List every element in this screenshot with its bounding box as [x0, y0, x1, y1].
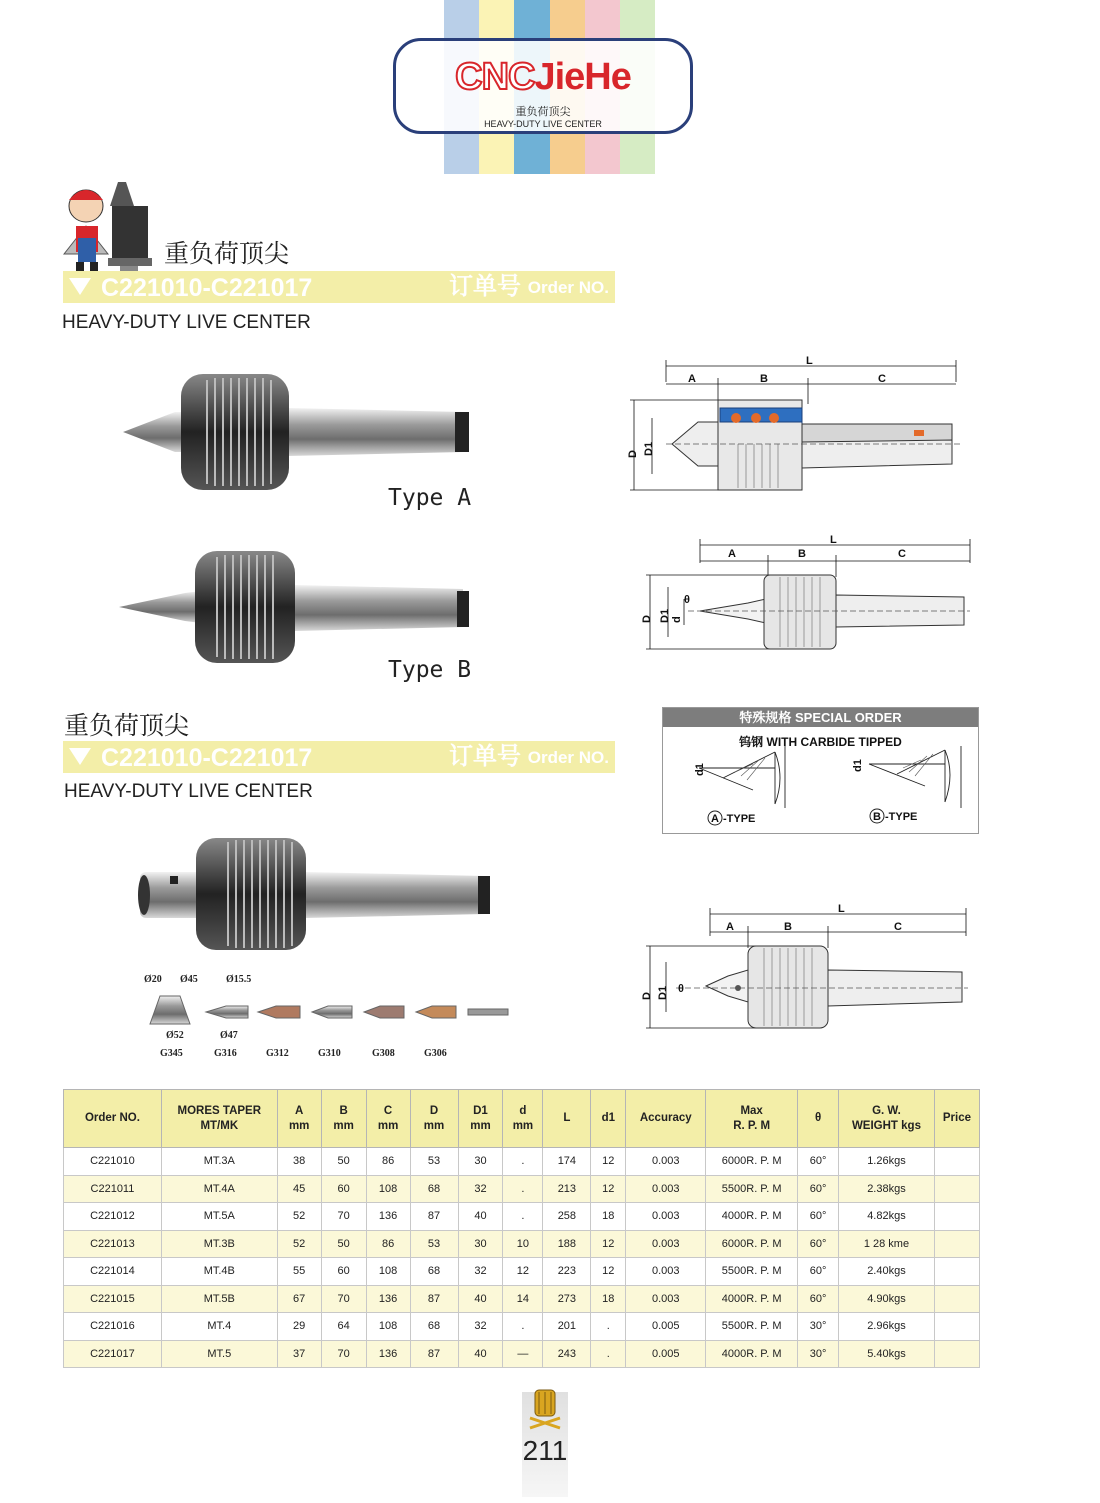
sp-b-d1: d1 — [852, 759, 864, 772]
table-cell: 258 — [543, 1203, 591, 1231]
tip-dim-d20: Ø20 — [144, 974, 162, 985]
table-cell: 136 — [366, 1340, 410, 1368]
header-line-1: MORES TAPER — [177, 1104, 262, 1117]
table-cell: 201 — [543, 1313, 591, 1341]
table-cell: 18 — [591, 1203, 626, 1231]
table-cell: 60° — [798, 1230, 839, 1258]
dim-b-label-c: B — [784, 921, 792, 933]
mascot-illustration — [60, 176, 152, 280]
table-cell: MT.5B — [161, 1285, 277, 1313]
table-cell: 273 — [543, 1285, 591, 1313]
table-row — [64, 1175, 980, 1203]
table-cell: 5500R. P. M — [706, 1258, 798, 1286]
brand-emblem-icon — [528, 1388, 562, 1430]
type-b-dimension-drawing — [640, 533, 972, 653]
spec-table-header — [64, 1090, 980, 1148]
table-cell: 5500R. P. M — [706, 1175, 798, 1203]
dim-d1-label: D1 — [643, 441, 655, 456]
table-cell: 68 — [410, 1258, 458, 1286]
header-subtitle-en: HEAVY-DUTY LIVE CENTER — [484, 119, 602, 129]
dim-b-label: B — [760, 373, 768, 385]
tip-dim-d47: Ø47 — [220, 1030, 238, 1041]
table-cell: C221017 — [64, 1340, 162, 1368]
header-cell — [410, 1090, 458, 1148]
table-cell: MT.4B — [161, 1258, 277, 1286]
dim-c-label: C — [878, 373, 886, 385]
dim-l-label-b: L — [830, 534, 837, 546]
header-cell — [366, 1090, 410, 1148]
table-cell: 87 — [410, 1203, 458, 1231]
table-cell: 12 — [591, 1230, 626, 1258]
table-cell: 86 — [366, 1230, 410, 1258]
section1-order-label-en: Order NO. — [527, 278, 609, 297]
table-cell — [934, 1148, 979, 1176]
table-cell: 12 — [591, 1175, 626, 1203]
sp-a-type: -TYPE — [723, 813, 756, 825]
table-cell — [934, 1340, 979, 1368]
table-cell — [934, 1258, 979, 1286]
table-cell: 60° — [798, 1148, 839, 1176]
table-cell: 29 — [277, 1313, 321, 1341]
spec-table — [63, 1089, 980, 1368]
table-cell: 12 — [591, 1258, 626, 1286]
live-center-type-a-photo — [115, 370, 475, 496]
special-order-box — [662, 707, 979, 834]
header-line-1: D — [429, 1104, 439, 1117]
dim-d-label-c: D — [641, 992, 653, 1000]
table-cell: 53 — [410, 1230, 458, 1258]
table-cell: 0.003 — [626, 1175, 706, 1203]
tip-g316-icon — [206, 1006, 248, 1018]
header-line-2: mm — [333, 1119, 354, 1132]
table-cell: 4.82kgs — [839, 1203, 935, 1231]
section1-title-en: HEAVY-DUTY LIVE CENTER — [62, 312, 311, 333]
table-cell: 5500R. P. M — [706, 1313, 798, 1341]
table-cell: C221010 — [64, 1148, 162, 1176]
table-cell: 60° — [798, 1285, 839, 1313]
header-line-1: Max — [740, 1104, 763, 1117]
header-line-1: G. W. — [872, 1104, 901, 1117]
table-cell: 2.40kgs — [839, 1258, 935, 1286]
table-cell: 108 — [366, 1313, 410, 1341]
table-cell: 40 — [458, 1340, 503, 1368]
header-line-1: Price — [942, 1112, 972, 1124]
table-cell: 136 — [366, 1285, 410, 1313]
brand-logo — [393, 38, 693, 134]
header-cell — [934, 1090, 979, 1148]
table-cell: 108 — [366, 1258, 410, 1286]
table-cell: 45 — [277, 1175, 321, 1203]
table-cell: 174 — [543, 1148, 591, 1176]
table-cell: 14 — [503, 1285, 543, 1313]
table-cell: 0.003 — [626, 1258, 706, 1286]
table-row — [64, 1203, 980, 1231]
page-number: 211 — [522, 1435, 568, 1466]
table-cell: 213 — [543, 1175, 591, 1203]
special-order-subtitle: 钨钢 WITH CARBIDE TIPPED — [739, 735, 902, 749]
table-cell: 52 — [277, 1230, 321, 1258]
table-cell — [934, 1230, 979, 1258]
table-cell — [934, 1313, 979, 1341]
tip-g345-icon — [150, 996, 190, 1024]
header-cell — [277, 1090, 321, 1148]
header-line-1: D1 — [473, 1104, 488, 1117]
triangle-marker-icon-2 — [69, 748, 91, 765]
interchangeable-tips-row — [140, 972, 520, 1062]
table-cell: C221016 — [64, 1313, 162, 1341]
dim-d1-label-b: D1 — [659, 608, 671, 623]
table-cell: 12 — [503, 1258, 543, 1286]
header-line-2: mm — [512, 1119, 534, 1132]
header-line-2: mm — [423, 1119, 445, 1132]
dim-c-label-c: C — [894, 921, 902, 933]
table-cell: 108 — [366, 1175, 410, 1203]
section2-code-range: C221010-C221017 — [101, 744, 313, 772]
dim-a-label-c: A — [726, 921, 734, 933]
table-cell: C221011 — [64, 1175, 162, 1203]
dim-b-label-b: B — [798, 548, 806, 560]
table-cell: 12 — [591, 1148, 626, 1176]
section1-order-bar — [63, 271, 615, 303]
logo-jiehe: JieHe — [534, 56, 631, 98]
table-cell: C221015 — [64, 1285, 162, 1313]
table-row — [64, 1148, 980, 1176]
table-cell: 68 — [410, 1175, 458, 1203]
header-line-1: C — [383, 1104, 393, 1117]
header-cell — [798, 1090, 839, 1148]
table-cell: 32 — [458, 1175, 503, 1203]
logo-wordmark — [396, 57, 690, 97]
table-cell: 60° — [798, 1175, 839, 1203]
dim-d-label-b: D — [641, 615, 653, 623]
table-cell: 55 — [277, 1258, 321, 1286]
header-cell — [626, 1090, 706, 1148]
section2-title-en: HEAVY-DUTY LIVE CENTER — [64, 781, 313, 802]
table-cell: 188 — [543, 1230, 591, 1258]
table-cell: MT.5 — [161, 1340, 277, 1368]
table-cell: 40 — [458, 1285, 503, 1313]
table-cell — [934, 1175, 979, 1203]
table-cell: 70 — [321, 1285, 366, 1313]
dim-theta-label-c: θ — [678, 983, 684, 995]
carbide-tip-sketches — [663, 746, 978, 828]
header-line-2: R. P. M — [733, 1119, 771, 1132]
table-cell: 1.26kgs — [839, 1148, 935, 1176]
type-b-label: Type B — [388, 657, 472, 683]
table-cell: 0.003 — [626, 1230, 706, 1258]
table-cell: 2.96kgs — [839, 1313, 935, 1341]
table-cell: 0.005 — [626, 1313, 706, 1341]
table-cell: 70 — [321, 1203, 366, 1231]
header-cell — [591, 1090, 626, 1148]
dim-a-label: A — [688, 373, 696, 385]
dim-l-label: L — [806, 355, 813, 367]
tip-label-g310: G310 — [318, 1048, 341, 1059]
table-cell — [934, 1203, 979, 1231]
header-line-2: mm — [377, 1119, 399, 1132]
tip-dim-d45: Ø45 — [180, 974, 198, 985]
table-cell: C221013 — [64, 1230, 162, 1258]
table-cell: 60 — [321, 1258, 366, 1286]
tip-g310-icon — [312, 1006, 352, 1018]
header-line-1: d — [519, 1104, 527, 1117]
table-cell: MT.5A — [161, 1203, 277, 1231]
tip-dim-d155: Ø15.5 — [226, 974, 252, 985]
table-cell: 38 — [277, 1148, 321, 1176]
table-cell: . — [591, 1313, 626, 1341]
tip-label-g345: G345 — [160, 1048, 183, 1059]
table-cell: . — [591, 1340, 626, 1368]
table-cell: 30° — [798, 1313, 839, 1341]
table-cell: 0.003 — [626, 1148, 706, 1176]
header-cell — [706, 1090, 798, 1148]
dim-d1-label-c: D1 — [657, 985, 669, 1000]
header-line-2: MT/MK — [200, 1119, 239, 1132]
section2-order-label-en: Order NO. — [527, 748, 609, 767]
triangle-marker-icon — [69, 278, 91, 295]
table-cell: 4000R. P. M — [706, 1340, 798, 1368]
section2-order-label-cn: 订单号 — [449, 742, 521, 770]
tip-dim-d52: Ø52 — [166, 1030, 184, 1041]
type-a-label: Type A — [388, 485, 472, 511]
table-cell: 70 — [321, 1340, 366, 1368]
header-line-2: mm — [470, 1119, 491, 1132]
table-cell: 1 28 kme — [839, 1230, 935, 1258]
header-line-1: θ — [814, 1112, 822, 1124]
type-a-dimension-drawing — [626, 352, 966, 497]
table-cell: 53 — [410, 1148, 458, 1176]
table-row — [64, 1340, 980, 1368]
header-line-1: L — [563, 1112, 571, 1124]
dim-c-label-b: C — [898, 548, 906, 560]
table-cell: 243 — [543, 1340, 591, 1368]
table-cell — [934, 1285, 979, 1313]
sp-b-type: -TYPE — [885, 811, 918, 823]
table-cell: 30 — [458, 1230, 503, 1258]
table-cell: 87 — [410, 1340, 458, 1368]
table-row — [64, 1313, 980, 1341]
special-order-title: 特殊规格 SPECIAL ORDER — [663, 708, 978, 727]
table-cell: 223 — [543, 1258, 591, 1286]
header-cell — [321, 1090, 366, 1148]
table-cell: 60 — [321, 1175, 366, 1203]
table-cell: 50 — [321, 1230, 366, 1258]
tip-label-g308: G308 — [372, 1048, 395, 1059]
header-line-1: Accuracy — [639, 1112, 692, 1124]
table-cell: 40 — [458, 1203, 503, 1231]
logo-cnc: CNC — [455, 56, 535, 98]
tip-label-g316: G316 — [214, 1048, 237, 1059]
tip-label-g312: G312 — [266, 1048, 289, 1059]
table-cell: MT.4 — [161, 1313, 277, 1341]
table-cell: MT.3B — [161, 1230, 277, 1258]
table-cell: 5.40kgs — [839, 1340, 935, 1368]
table-cell: 30° — [798, 1340, 839, 1368]
table-cell: 67 — [277, 1285, 321, 1313]
sp-b-letter: B — [873, 811, 881, 823]
table-cell: 0.005 — [626, 1340, 706, 1368]
live-center-interchangeable-photo — [130, 832, 496, 956]
interchangeable-dimension-drawing — [636, 902, 972, 1034]
tip-pin-icon — [468, 1009, 508, 1015]
header-line-2: WEIGHT kgs — [851, 1119, 921, 1132]
table-cell: 32 — [458, 1313, 503, 1341]
section1-code-range: C221010-C221017 — [101, 274, 313, 302]
table-cell: 4.90kgs — [839, 1285, 935, 1313]
dim-l-label-c: L — [838, 903, 845, 915]
table-cell: C221014 — [64, 1258, 162, 1286]
header-subtitle-cn: 重负荷顶尖 — [515, 106, 571, 118]
table-cell: 60° — [798, 1203, 839, 1231]
table-cell: 86 — [366, 1148, 410, 1176]
table-cell: 0.003 — [626, 1285, 706, 1313]
table-cell: 68 — [410, 1313, 458, 1341]
table-cell: MT.3A — [161, 1148, 277, 1176]
header-cell — [839, 1090, 935, 1148]
table-cell: 136 — [366, 1203, 410, 1231]
table-cell: — — [503, 1340, 543, 1368]
table-cell: 32 — [458, 1258, 503, 1286]
table-cell: 64 — [321, 1313, 366, 1341]
table-cell: 0.003 — [626, 1203, 706, 1231]
dim-a-label-b: A — [728, 548, 736, 560]
table-cell: 6000R. P. M — [706, 1230, 798, 1258]
section1-title-cn: 重负荷顶尖 — [164, 239, 290, 268]
sp-a-letter: A — [711, 813, 719, 825]
table-cell: 4000R. P. M — [706, 1285, 798, 1313]
table-cell: 60° — [798, 1258, 839, 1286]
tip-g308-icon — [364, 1006, 404, 1018]
table-cell: 2.38kgs — [839, 1175, 935, 1203]
table-cell: C221012 — [64, 1203, 162, 1231]
header-line-1: B — [339, 1104, 348, 1117]
table-row — [64, 1230, 980, 1258]
table-cell: 10 — [503, 1230, 543, 1258]
table-cell: 4000R. P. M — [706, 1203, 798, 1231]
header-line-1: d1 — [601, 1112, 616, 1124]
table-cell: MT.4A — [161, 1175, 277, 1203]
tip-g312-icon — [258, 1006, 300, 1018]
dim-dsmall-label-b: d — [671, 616, 683, 623]
tip-g306-icon — [416, 1006, 456, 1018]
table-cell: 6000R. P. M — [706, 1148, 798, 1176]
table-cell: 37 — [277, 1340, 321, 1368]
header-line-1: A — [295, 1104, 304, 1117]
table-row — [64, 1285, 980, 1313]
dim-theta-label-b: θ — [684, 594, 690, 606]
header-cell — [503, 1090, 543, 1148]
section2-title-cn: 重负荷顶尖 — [64, 711, 190, 740]
header-line-2: mm — [288, 1119, 310, 1132]
table-cell: . — [503, 1148, 543, 1176]
table-cell: 50 — [321, 1148, 366, 1176]
tip-label-g306: G306 — [424, 1048, 447, 1059]
section2-order-bar — [63, 741, 615, 773]
header-cell — [64, 1090, 162, 1148]
dim-d-label: D — [627, 450, 639, 458]
section1-order-label-cn: 订单号 — [449, 272, 521, 300]
live-center-type-b-photo — [115, 545, 475, 669]
header-line-1: Order NO. — [84, 1112, 140, 1124]
table-cell: 30 — [458, 1148, 503, 1176]
header-cell — [543, 1090, 591, 1148]
header-cell — [161, 1090, 277, 1148]
sp-a-d1: d1 — [694, 763, 706, 776]
header-cell — [458, 1090, 503, 1148]
table-cell: . — [503, 1313, 543, 1341]
table-cell: 87 — [410, 1285, 458, 1313]
table-cell: 52 — [277, 1203, 321, 1231]
table-cell: . — [503, 1175, 543, 1203]
table-cell: 18 — [591, 1285, 626, 1313]
table-row — [64, 1258, 980, 1286]
table-cell: . — [503, 1203, 543, 1231]
